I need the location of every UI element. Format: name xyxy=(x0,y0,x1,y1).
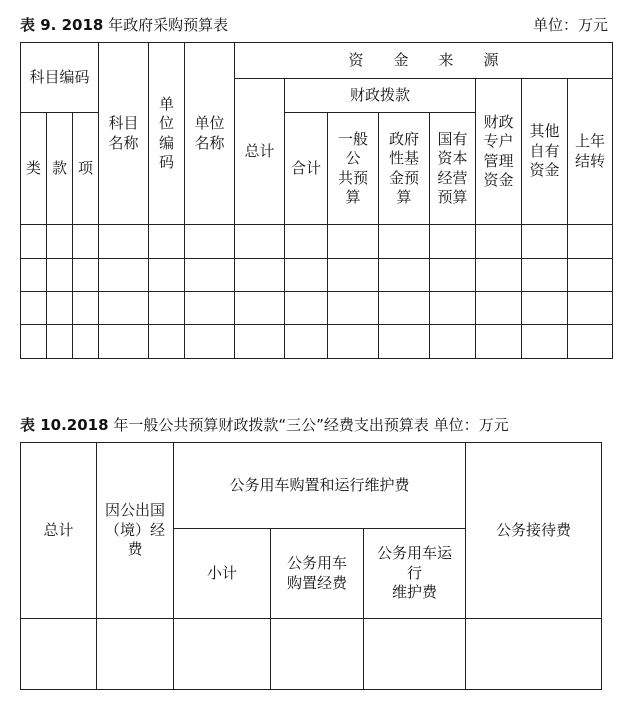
table-cell xyxy=(73,225,99,259)
header-gov-fund-budget: 政府 性基 金预 算 xyxy=(379,113,430,225)
table-cell xyxy=(271,619,364,690)
table-cell xyxy=(379,292,430,325)
header-section: 款 xyxy=(47,113,73,225)
table-cell xyxy=(21,225,47,259)
table-row xyxy=(21,619,602,690)
table-cell xyxy=(285,292,328,325)
table-cell xyxy=(522,259,568,292)
table9-title-row xyxy=(20,12,608,36)
header-subtotal: 小计 xyxy=(174,529,271,619)
table-cell xyxy=(73,259,99,292)
table-cell xyxy=(47,292,73,325)
table-cell xyxy=(185,259,235,292)
header-subtotal: 合计 xyxy=(285,113,328,225)
header-unit-name: 单位 名称 xyxy=(185,43,235,225)
table-cell xyxy=(476,225,522,259)
header-fiscal-special-mgmt: 财政 专户 管理 资金 xyxy=(476,79,522,225)
header-class: 类 xyxy=(21,113,47,225)
header-other-own-funds: 其他 自有 资金 xyxy=(522,79,568,225)
header-fund-source: 资金来源 xyxy=(235,43,613,79)
header-total: 总计 xyxy=(235,79,285,225)
table-cell xyxy=(21,325,47,359)
table-cell xyxy=(99,259,149,292)
table-cell xyxy=(522,325,568,359)
table-cell xyxy=(285,325,328,359)
table10-title-row xyxy=(20,412,608,436)
table-cell xyxy=(379,325,430,359)
table-cell xyxy=(235,325,285,359)
table-cell xyxy=(21,292,47,325)
table-cell xyxy=(47,225,73,259)
table10-title-suffix: 年一般公共预算财政拨款“三公”经费支出预算表 单位：万元 xyxy=(108,415,509,434)
header-unit-code: 单 位 编 码 xyxy=(149,43,185,225)
table-cell xyxy=(466,619,602,690)
table-cell xyxy=(99,225,149,259)
table-cell xyxy=(430,259,476,292)
table-cell xyxy=(185,225,235,259)
header-fiscal-allocation: 财政拨款 xyxy=(285,79,476,113)
table-cell xyxy=(149,259,185,292)
header-state-capital-budget: 国有 资本 经营 预算 xyxy=(430,113,476,225)
table-cell xyxy=(235,225,285,259)
three-public-expenses-budget-table xyxy=(20,442,602,690)
header-subject-name: 科目 名称 xyxy=(99,43,149,225)
table-cell xyxy=(522,225,568,259)
table-cell xyxy=(364,619,466,690)
table-cell xyxy=(235,259,285,292)
table-cell xyxy=(285,259,328,292)
table9-title-prefix: 表 9. 2018 xyxy=(20,15,104,34)
table-cell xyxy=(174,619,271,690)
table-cell xyxy=(328,225,379,259)
table-cell xyxy=(522,292,568,325)
table-cell xyxy=(379,259,430,292)
header-last-year-carryover: 上年 结转 xyxy=(568,79,613,225)
header-general-public-budget: 一般 公 共预 算 xyxy=(328,113,379,225)
table9-title-suffix: 年政府采购预算表 xyxy=(103,15,229,34)
table9-title xyxy=(20,14,228,35)
table10-title-prefix: 表 10.2018 xyxy=(20,415,109,434)
table-row xyxy=(21,225,613,259)
table-cell xyxy=(476,325,522,359)
government-procurement-budget-table xyxy=(20,42,613,359)
table-cell xyxy=(379,225,430,259)
table-cell xyxy=(430,225,476,259)
table-cell xyxy=(149,325,185,359)
table-cell xyxy=(99,325,149,359)
table-cell xyxy=(328,325,379,359)
table-cell xyxy=(73,292,99,325)
table-cell xyxy=(47,259,73,292)
table-cell xyxy=(568,259,613,292)
table-cell xyxy=(185,325,235,359)
table-cell xyxy=(21,259,47,292)
header-item: 项 xyxy=(73,113,99,225)
table-cell xyxy=(149,292,185,325)
table-row xyxy=(21,325,613,359)
header-vehicle-purchase: 公务用车 购置经费 xyxy=(271,529,364,619)
table-cell xyxy=(21,619,97,690)
header-vehicle-costs: 公务用车购置和运行维护费 xyxy=(174,443,466,529)
table-cell xyxy=(568,292,613,325)
table-cell xyxy=(328,259,379,292)
table-cell xyxy=(97,619,174,690)
header-total: 总计 xyxy=(21,443,97,619)
table-cell xyxy=(235,292,285,325)
table-cell xyxy=(430,325,476,359)
table-cell xyxy=(568,225,613,259)
table-cell xyxy=(476,259,522,292)
header-subject-code: 科目编码 xyxy=(21,43,99,113)
table9-unit: 单位：万元 xyxy=(532,15,608,34)
table-cell xyxy=(285,225,328,259)
table-cell xyxy=(430,292,476,325)
table-cell xyxy=(73,325,99,359)
header-reception: 公务接待费 xyxy=(466,443,602,619)
table-cell xyxy=(47,325,73,359)
header-overseas-travel: 因公出国 （境）经 费 xyxy=(97,443,174,619)
table-row xyxy=(21,259,613,292)
table10-title xyxy=(20,414,509,435)
table-cell xyxy=(99,292,149,325)
table-cell xyxy=(149,225,185,259)
table-cell xyxy=(476,292,522,325)
table-cell xyxy=(185,292,235,325)
header-vehicle-operation: 公务用车运 行 维护费 xyxy=(364,529,466,619)
table-row xyxy=(21,292,613,325)
table-cell xyxy=(568,325,613,359)
table-cell xyxy=(328,292,379,325)
